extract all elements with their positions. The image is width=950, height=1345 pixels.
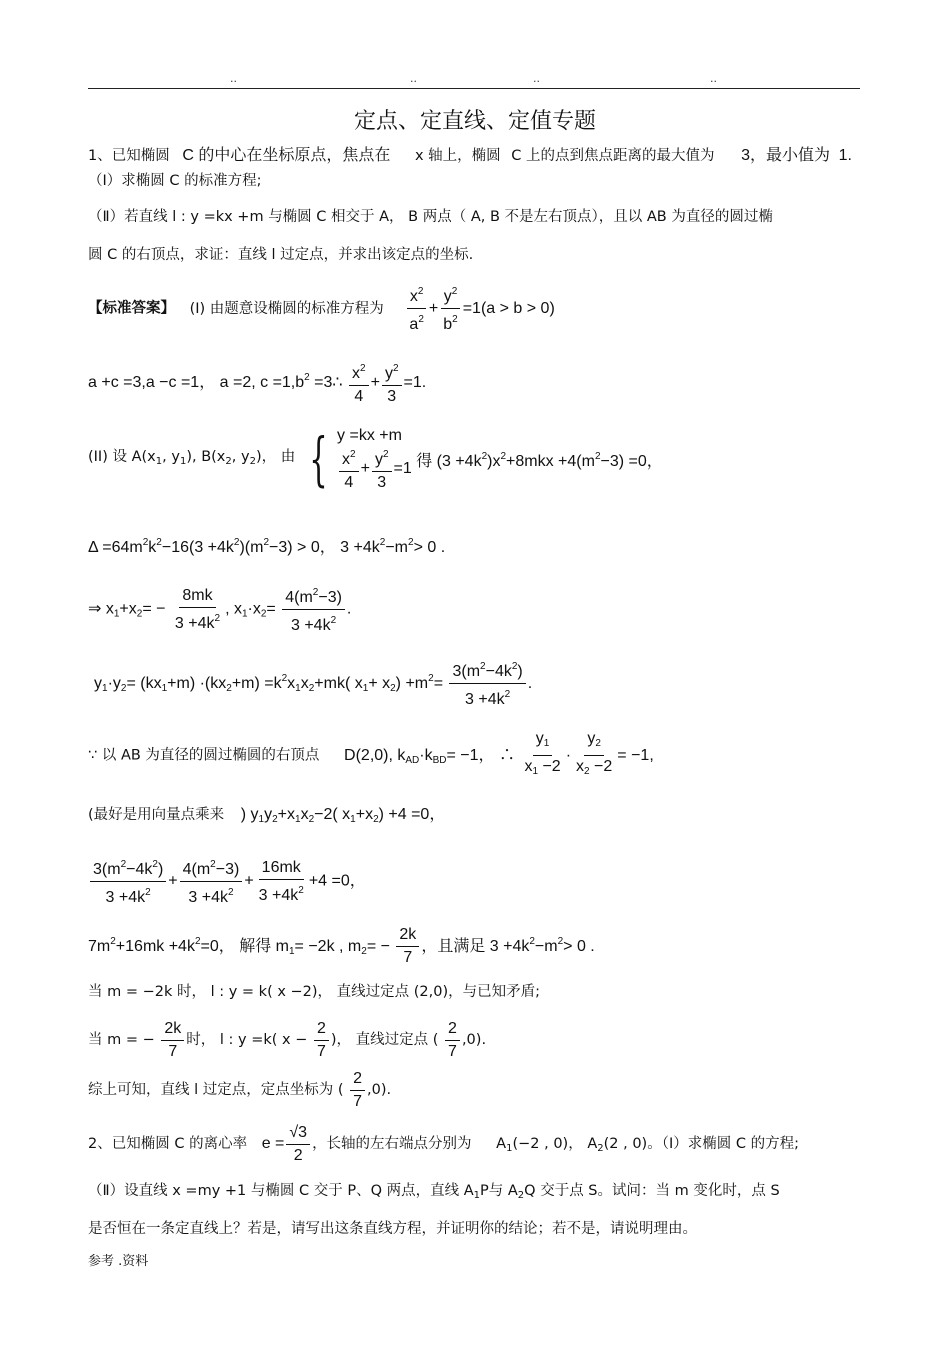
answer-system: (II) 设 $A(x_1$, $y_1$), $B(x_2$, $y_2$)， 由 { y =kx +m $\frac{x^2}{4}$ + $\frac{y^2}{3}$ =1 得 $(3 +4k^2)x^2+8mkx +4(m^2-3) =0$， — [88, 425, 663, 493]
page-title: 定点、定直线、定值专题 — [353, 109, 596, 134]
answer-case-2: 当 m = − $\frac{2k}{7}$ 时， l : y =k( x − $\frac{2}{7}$ )， 直线过定点 ( $\frac{2}{7}$ ,0). — [88, 1019, 487, 1060]
page-footer: 参考 .资料 — [88, 1254, 149, 1269]
header-dots: .. — [533, 72, 540, 85]
answer-line-abc: a +c =3,a −c =1， a =2, $c =1,b^2$ =3∴ $\frac{x^2}{4}$ + $\frac{y^2}{3}$ =1. — [88, 356, 426, 406]
answer-vieta: ⇒ $x_1+x_2=$ − $\frac{8mk}{3 +4k^2}$ , $x_1\cdot x_2=$ $\frac{4(m^2-3)}{3 +4k^2}$ . — [88, 584, 351, 637]
problem-1-line-3: （Ⅱ）若直线 l : y =kx +m 与椭圆 C 相交于 A， B 两点（ A, B 不是左右顶点），且以 AB 为直径的圆过椭 — [88, 209, 773, 225]
answer-conclusion: 综上可知，直线 l 过定点，定点坐标为 ( $\frac{2}{7}$ ,0). — [88, 1069, 392, 1110]
problem-2-line-2: （Ⅱ）设直线 x =my +1 与椭圆 C 交于 P、Q 两点，直线 $A_1P$与 $A_2Q$ 交于点 S。试问：当 m 变化时，点 S — [88, 1183, 780, 1201]
problem-2-line-1: 2、已知椭圆 C 的离心率 e = $\frac{√3}{2}$ ，长轴的左右端点分别为 $A_1(-2$ , 0)， $A_2(2$ , 0)。（Ⅰ）求椭圆 C 的方程; — [88, 1123, 799, 1164]
left-brace: { — [308, 425, 328, 493]
problem-2-line-3: 是否恒在一条定直线上？若是，请写出这条直线方程，并证明你的结论；若不是，请说明理由。 — [88, 1221, 697, 1237]
answer-sum: $\frac{3(m^2-4k^2)}{3 +4k^2}$ + $\frac{4(m^2-3)}{3 +4k^2}$ + $\frac{16mk}{3 +4k^2}$ +4 =0， — [88, 856, 366, 907]
problem-1-line-2: （Ⅰ）求椭圆 C 的标准方程; — [88, 173, 262, 189]
header-rule — [88, 88, 860, 89]
problem-1-line-4: 圆 C 的右顶点，求证：直线 l 过定点，并求出该定点的坐标. — [88, 247, 474, 263]
answer-tip: (最好是用向量点乘来 ) $y_1y_2+x_1x_2-2$( $x_1+x_2) +4 =0$， — [88, 806, 446, 825]
answer-y-product: $y_1\cdot y_2= (kx_1+m) \cdot(kx_2+m) =k^2x_1x_2+mk$( $x_1+ x_2) +m^2=$ $\frac{3(m^2-4k^2)}{3 +4k^2}$ . — [88, 657, 532, 711]
answer-standard-form: 【标准答案】 (I) 由题意设椭圆的标准方程为 $\frac{x^2}{a^2}$ + $\frac{y^2}{b^2}$ =1(a > b > 0) — [88, 283, 555, 334]
answer-discriminant: $\Delta =64m^2k^2-16(3 +4k^2)(m^2-3) > 0$， $3 +4k^2-m^2> 0$ . — [88, 537, 446, 556]
header-dots: .. — [410, 72, 417, 85]
problem-1-line-1: 1、已知椭圆 C 的中心在坐标原点，焦点在 x 轴上，椭圆 C 上的点到焦点距离的最大值为 3，最小值为 1. — [88, 147, 852, 164]
header-dots: .. — [710, 72, 717, 85]
answer-solve: $7m^2+16mk +4k^2=0$， 解得 $m_1= -2k$ , $m_2=$ − $\frac{2k}{7}$ ，且满足 $3 +4k^2-m^2> 0$ . — [88, 926, 595, 967]
header-dots: .. — [230, 72, 237, 85]
answer-case-1: 当 m = −2k 时， l : y = k( x −2)， 直线过定点 (2,0)，与已知矛盾; — [88, 984, 541, 1000]
answer-because: ∵ 以 AB 为直径的圆过椭圆的右顶点 D(2,0), $k_{AD}\cdot k_{BD}= -1$， ∴ $\frac{y_1}{x_1 -2}$ · $\frac{y_2}{x_2 -2}$ = −1, — [88, 730, 654, 777]
